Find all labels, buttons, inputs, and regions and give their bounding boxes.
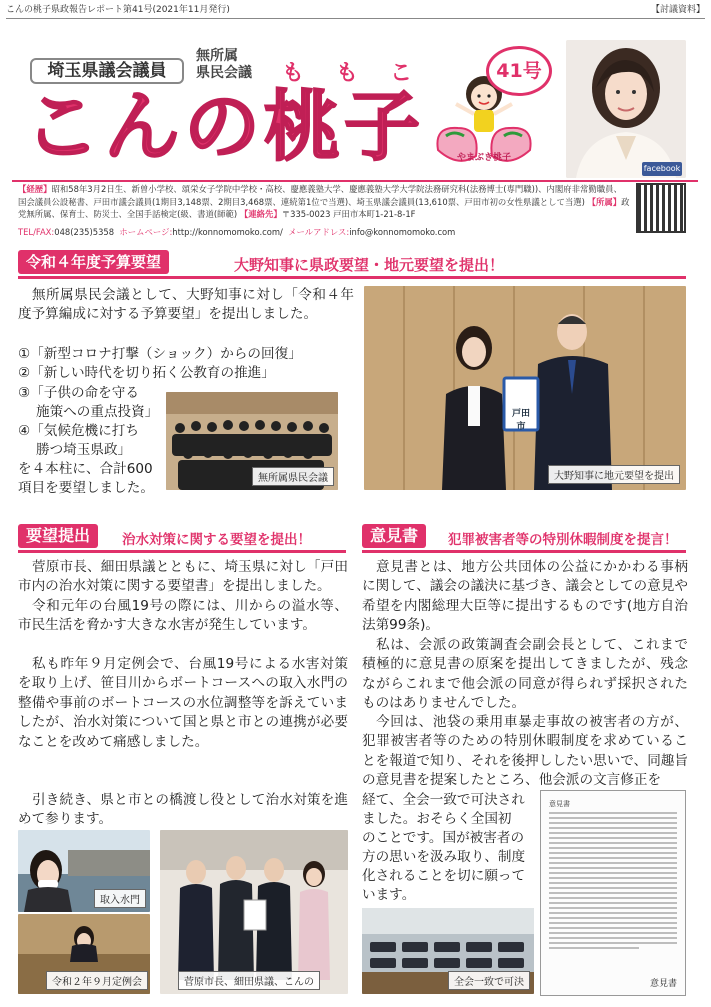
budget-intro: 無所属県民会議として、大野知事に対し「令和４年度予算編成に対する予算要望」を提出しました。 <box>18 287 354 323</box>
portrait-photo <box>566 40 686 178</box>
section-flood-tag: 要望提出 <box>18 524 98 548</box>
biography <box>18 183 630 221</box>
session-photo-caption: 令和２年９月定例会 <box>46 971 148 990</box>
section-budget-tag: 令和４年度予算要望 <box>18 250 169 274</box>
flood-para-2: 令和元年の台風19号の際には、川からの溢水等、市民生活を脅かす大きな水害が発生しています。 <box>18 598 348 634</box>
discussion-material-tag: 【討議資料】 <box>650 5 705 15</box>
tel-label: TEL/FAX: <box>18 227 55 237</box>
vote-photo <box>362 908 534 994</box>
party-name <box>196 48 252 82</box>
party-line-2: 県民会議 <box>196 65 252 81</box>
assembly-badge: 埼玉県議会議員 <box>30 58 184 84</box>
vote-photo-caption: 全会一致で可決 <box>448 971 530 990</box>
governor-photo <box>364 286 686 490</box>
contact-line <box>18 226 455 238</box>
mayor-photo <box>160 830 348 994</box>
email-link[interactable]: info@konnomomoko.com <box>349 227 456 237</box>
budget-item-3b: 施策への重点投資」 <box>36 404 159 420</box>
career-label: 【経歴】 <box>18 184 52 194</box>
report-issue-line: こんの桃子県政報告レポート第41号(2021年11月発行) <box>6 5 230 15</box>
opinion-para-4a: 経て、全会一致で可決され <box>362 792 525 808</box>
section-opinion-tag: 意見書 <box>362 524 426 548</box>
gate-photo <box>18 830 150 912</box>
flood-para-1: 菅原市長、細田県議とともに、埼玉県に対し「戸田市内の治水対策に関する要望書」を提出しました。 <box>18 559 348 595</box>
contact-label: 【連絡先】 <box>239 209 282 219</box>
tel-number: 048(235)5358 <box>54 227 115 237</box>
budget-item-1: ①「新型コロナ打撃（ショック）からの回復」 <box>18 346 302 362</box>
plaque-text: 戸田市 <box>511 409 530 432</box>
contact-address: 〒335-0023 戸田市本町1-21-8-1F <box>281 209 416 219</box>
section-budget-headline: 大野知事に県政要望・地元要望を提出！ <box>234 256 505 274</box>
section-opinion-bar <box>362 550 686 553</box>
section-flood-bar <box>18 550 346 553</box>
opinion-document-scan <box>540 790 686 996</box>
governor-photo-caption: 大野知事に地元要望を提出 <box>548 465 680 484</box>
group-photo <box>166 392 338 490</box>
affiliation-text: 政党無所属、保育士、防災士、全国手話検定(級、書道(師範) <box>18 196 630 219</box>
homepage-label: ホームページ: <box>119 227 173 237</box>
document-footer: 意見書 <box>649 979 677 989</box>
document-text-lines <box>549 812 677 949</box>
qr-code[interactable] <box>636 183 686 233</box>
facebook-badge[interactable]: facebook <box>642 162 682 176</box>
top-report-line <box>6 2 705 18</box>
career-text: 昭和58年3月2日生、新曽小学校、頌栄女子学院中学校・高校、慶應義塾大学、慶應義塾大学大学院法務研究科(法務博士(専門職))、内閣府非常勤職員、国会議員公設秘書、戸田市議会議員(1期目3,148票、2期目3,468票、連続第1位で当選)、埼玉県議会議員(13,610票、戸田市初の女性県議として当選) <box>18 184 622 207</box>
section-flood-headline: 治水対策に関する要望を提出！ <box>122 532 311 548</box>
mascot-caption: やまぶき桃子 <box>456 153 511 163</box>
section-opinion-headline: 犯罪被害者等の特別休暇制度を提言！ <box>448 532 678 548</box>
flood-para-3: 私も昨年９月定例会で、台風19号による水害対策を取り上げ、笹目川からボートコースへの取入水門の整備や事前のボートコースの水位調整等を訴えていましたが、治水対策について国と県と市との連携が必要なことを改めて痛感しました。 <box>18 656 348 750</box>
budget-item-3a: ③「子供の命を守る <box>18 385 139 401</box>
party-line-1: 無所属 <box>196 48 238 64</box>
budget-close-2: 項目を要望しました。 <box>18 480 154 496</box>
flood-para-4: 引き続き、県と市との橋渡し役として治水対策を進めて参ります。 <box>18 792 348 828</box>
email-label: メールアドレス: <box>288 227 350 237</box>
opinion-para-4d: 方の思いを汲み取り、制度 <box>362 849 526 865</box>
budget-item-2: ②「新しい時代を切り拓く公教育の推進」 <box>18 365 275 381</box>
gate-photo-caption: 取入水門 <box>94 889 146 908</box>
opinion-para-2: 私は、会派の政策調査会副会長として、これまで積極的に意見書の原案を提出してきましたが、残念ながらこれまで他会派の同意が得られず採択されたものはありませんでした。 <box>362 637 688 712</box>
top-divider <box>6 18 705 19</box>
budget-item-4a: ④「気候危機に打ち <box>18 423 139 439</box>
document-title: 意見書 <box>549 800 570 808</box>
budget-close-1: を４本柱に、合計600 <box>18 461 153 477</box>
budget-item-4b: 勝つ埼玉県政」 <box>36 442 132 458</box>
session-photo <box>18 914 150 994</box>
opinion-para-4b: ました。おそらく全国初 <box>362 811 512 827</box>
affiliation-label: 【所属】 <box>587 196 622 207</box>
opinion-para-4e: 化されることを切に願って <box>362 868 526 884</box>
opinion-para-4c: のことです。国が被害者の <box>362 830 525 846</box>
issue-number: 41号 <box>486 46 552 96</box>
mayor-photo-caption: 菅原市長、細田県議、こんの <box>178 971 320 990</box>
name-furigana: ももこ <box>282 61 445 86</box>
opinion-para-4f: います。 <box>362 887 416 903</box>
opinion-para-3: 今回は、池袋の乗用車暴走事故の被害者の方が、犯罪被害者等のための特別休暇制度を求めていることを報道で知り、それを後押ししたい思いで、同趣旨の意見書を提案したところ、他会派の文言修正を <box>362 714 688 789</box>
opinion-para-1: 意見書とは、地方公共団体の公益にかかわる事柄に関して、議会の議決に基づき、議会としての意見や希望を内閣総理大臣等に提出するものです(地方自治法第99条)。 <box>362 559 688 634</box>
homepage-link[interactable]: http://konnomomoko.com/ <box>172 227 283 237</box>
politician-name: こんの桃子 <box>24 82 424 171</box>
group-photo-caption: 無所属県民会議 <box>252 467 334 486</box>
masthead-divider <box>12 180 698 182</box>
section-budget-bar <box>18 276 686 279</box>
